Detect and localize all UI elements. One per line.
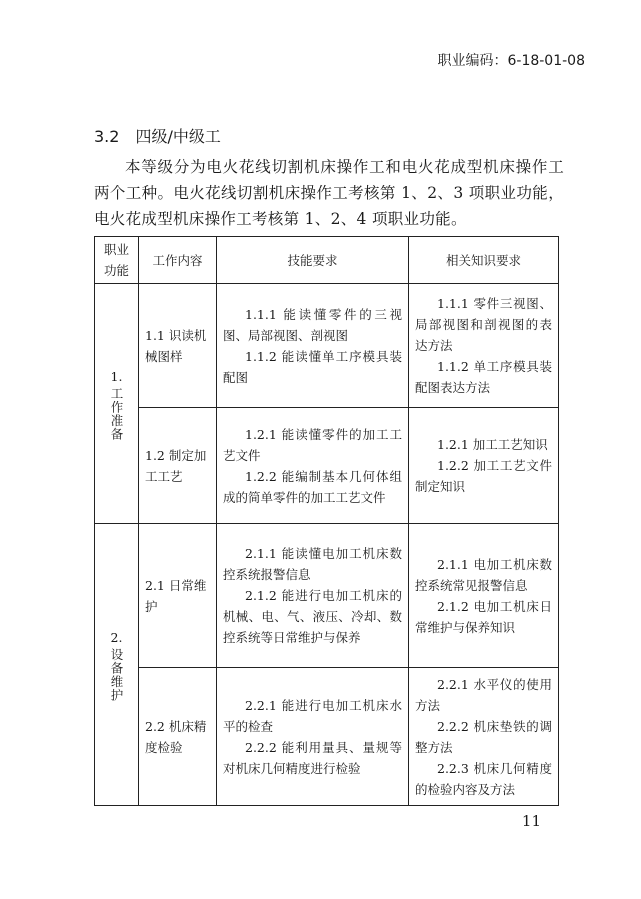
work-content: 2.1 日常维护: [139, 524, 217, 668]
occupation-code: 职业编码：6-18-01-08: [437, 53, 585, 69]
function-cell: [95, 284, 139, 524]
knowledge-cell: [409, 284, 559, 408]
section-number: 3.2: [94, 127, 120, 146]
section-title: 四级/中级工: [135, 127, 221, 146]
function-number: 2.: [110, 630, 123, 645]
table-row: [95, 284, 559, 408]
skill-item: 2.2.1 能进行电加工机床水平的检查: [223, 697, 402, 734]
knowledge-item: 2.1.1 电加工机床数控系统常见报警信息: [415, 556, 552, 593]
knowledge-item: 2.2.1 水平仪的使用方法: [415, 676, 552, 713]
function-name: 工作准备: [109, 387, 124, 441]
header-skills: 技能要求: [217, 237, 409, 284]
skill-item: 2.1.2 能进行电加工机床的机械、电、气、液压、冷却、数控系统等日常维护与保养: [223, 588, 402, 645]
table-row: [95, 668, 559, 806]
skill-item: 1.1.2 能读懂单工序模具装配图: [223, 348, 402, 385]
skill-item: 1.1.1 能读懂零件的三视图、局部视图、剖视图: [223, 306, 402, 343]
skill-item: 2.1.1 能读懂电加工机床数控系统报警信息: [223, 546, 402, 582]
knowledge-cell: [409, 524, 559, 668]
skill-cell: [217, 668, 409, 806]
knowledge-item: 2.1.2 电加工机床日常维护与保养知识: [415, 598, 552, 635]
table-row: [95, 524, 559, 668]
work-content: 1.1 识读机械图样: [139, 284, 217, 408]
skill-item: 2.2.2 能利用量具、量规等对机床几何精度进行检验: [223, 739, 402, 776]
skill-item: 1.2.2 能编制基本几何体组成的简单零件的加工工艺文件: [223, 468, 402, 505]
header-function: 职业功能: [95, 237, 139, 284]
skill-item: 1.2.1 能读懂零件的加工工艺文件: [223, 426, 402, 463]
skill-cell: [217, 524, 409, 668]
table-header-row: [95, 237, 559, 284]
skills-table: [94, 236, 559, 806]
knowledge-item: 2.2.3 机床几何精度的检验内容及方法: [415, 760, 552, 797]
knowledge-cell: [409, 408, 559, 524]
page-number: 11: [521, 812, 541, 830]
function-number: 1.: [110, 369, 123, 384]
work-content: 1.2 制定加工工艺: [139, 408, 217, 524]
table-row: [95, 408, 559, 524]
function-cell: [95, 524, 139, 806]
knowledge-item: 1.1.1 零件三视图、局部视图和剖视图的表达方法: [415, 296, 552, 353]
header-knowledge: 相关知识要求: [409, 237, 559, 284]
skill-cell: [217, 408, 409, 524]
function-name: 设备维护: [109, 648, 124, 702]
header-content: 工作内容: [139, 237, 217, 284]
section-heading: [94, 124, 221, 147]
intro-paragraph: [94, 154, 564, 232]
knowledge-item: 1.2.2 加工工艺文件制定知识: [415, 458, 552, 494]
knowledge-item: 1.2.1 加工工艺知识: [437, 437, 548, 452]
intro-text: 本等级分为电火花线切割机床操作工和电火花成型机床操作工两个工种。电火花线切割机床操作工考核第 1、2、3 项职业功能，电火花成型机床操作工考核第 1、2、4 项职业功能。: [94, 158, 564, 228]
skill-cell: [217, 284, 409, 408]
knowledge-item: 1.1.2 单工序模具装配图表达方法: [415, 359, 552, 395]
work-content: 2.2 机床精度检验: [139, 668, 217, 806]
knowledge-cell: [409, 668, 559, 806]
knowledge-item: 2.2.2 机床垫铁的调整方法: [415, 718, 552, 755]
